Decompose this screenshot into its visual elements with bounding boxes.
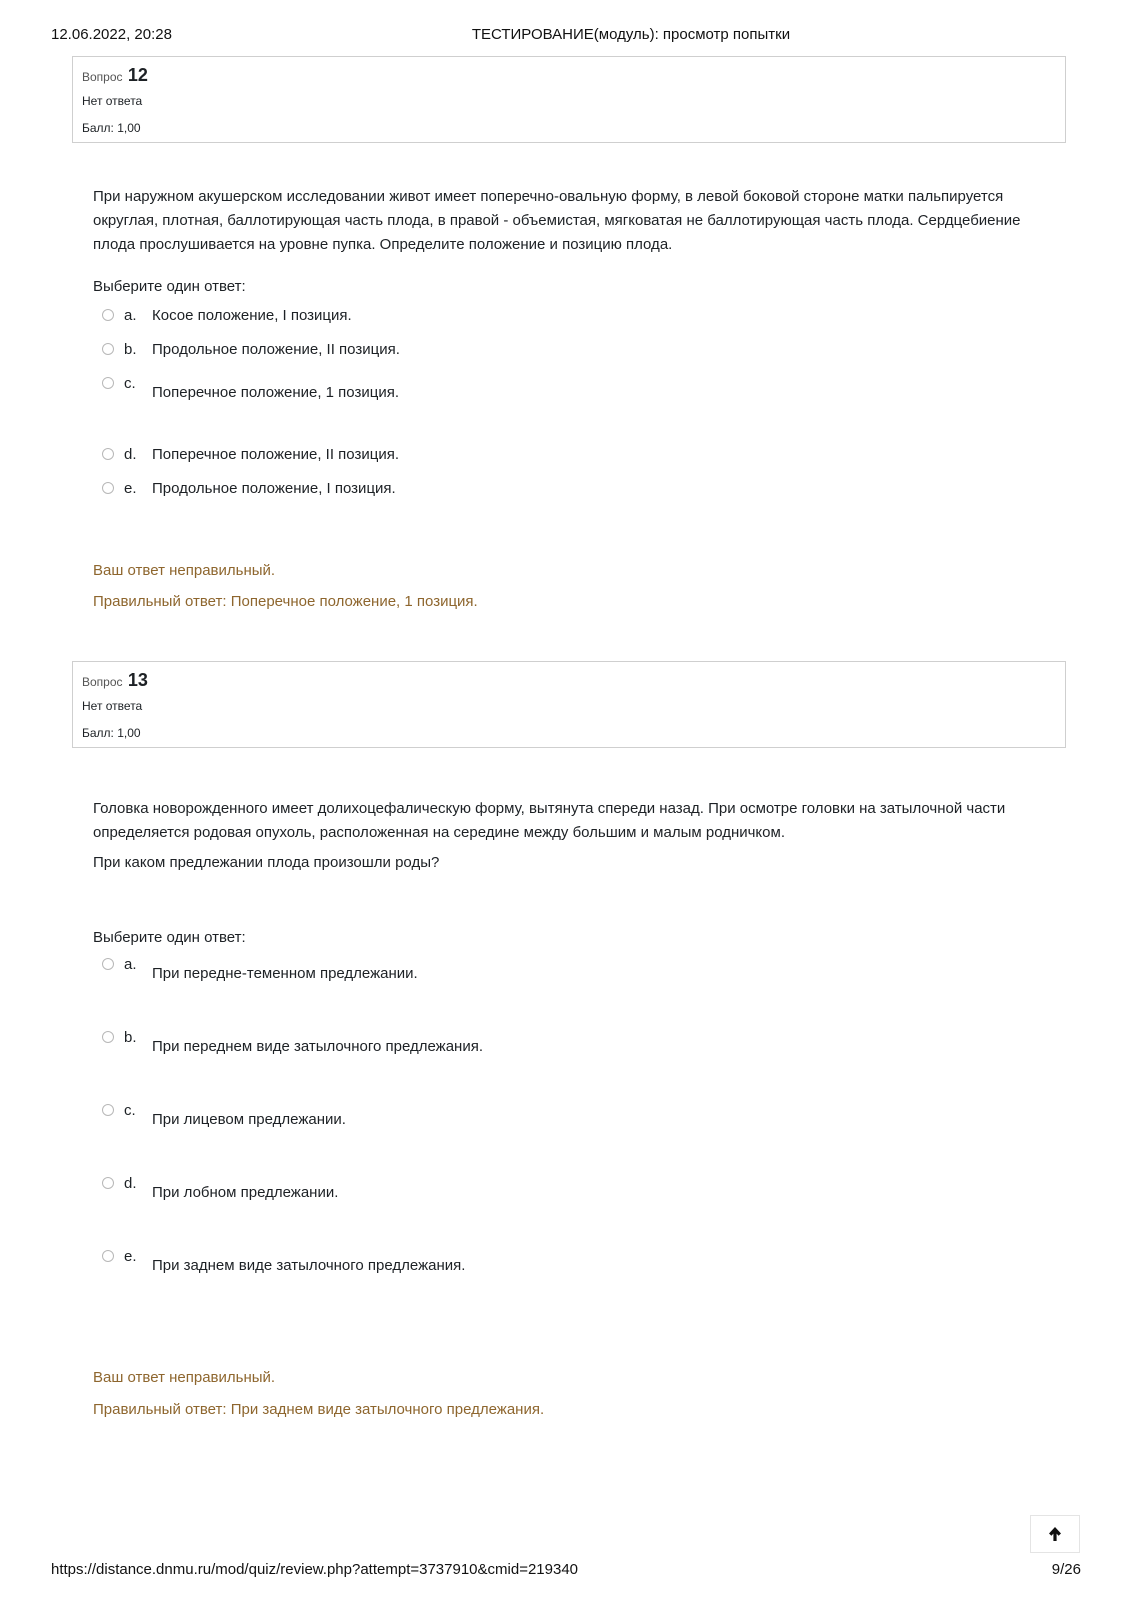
question-state: Нет ответа (82, 699, 143, 713)
question-text: Головка новорожденного имеет долихоцефалическую форму, вытянута спереди назад. При осмотре головки на затылочной части определяется родовая опухоль, расположенная на середине между большим и малым родничком. (93, 800, 1006, 841)
radio-button[interactable] (102, 309, 114, 321)
option-letter: b. (124, 341, 137, 358)
feedback-incorrect: Ваш ответ неправильный. (93, 562, 276, 579)
question-text-question: При каком предлежании плода произошли роды? (93, 854, 440, 871)
answer-option-d[interactable] (100, 448, 800, 472)
option-label: Продольное положение, I позиция. (152, 480, 396, 497)
answer-option-b[interactable] (100, 1031, 800, 1055)
option-letter: b. (124, 1029, 137, 1046)
question-number: Вопрос 13 (82, 670, 148, 690)
question-text: При наружном акушерском исследовании живот имеет поперечно-овальную форму, в левой боковой стороне матки пальпируется округлая, плотная, баллотирующая часть плода, в правой - объемистая, мягковатая не баллотирующая часть плода. Сердцебиение плода прослушивается на уровне пупка. Определите положение и позицию плода. (93, 188, 1021, 253)
radio-button[interactable] (102, 377, 114, 389)
answer-option-c[interactable] (100, 377, 800, 401)
answer-prompt: Выберите один ответ: (93, 929, 246, 946)
option-label: При лобном предлежании. (152, 1184, 339, 1201)
option-letter: d. (124, 446, 137, 463)
radio-button[interactable] (102, 343, 114, 355)
back-to-top-button[interactable] (1030, 1515, 1080, 1553)
option-label: При лицевом предлежании. (152, 1111, 346, 1128)
option-letter: d. (124, 1175, 137, 1192)
radio-button[interactable] (102, 1031, 114, 1043)
question-state: Нет ответа (82, 94, 143, 108)
page-number: 9/26 (1051, 1561, 1081, 1578)
answer-option-e[interactable] (100, 1250, 800, 1274)
answer-option-b[interactable] (100, 343, 800, 367)
radio-button[interactable] (102, 448, 114, 460)
print-url: https://distance.dnmu.ru/mod/quiz/review.php?attempt=3737910&cmid=219340 (51, 1561, 579, 1578)
option-label: Продольное положение, II позиция. (152, 341, 400, 358)
radio-button[interactable] (102, 1250, 114, 1262)
radio-button[interactable] (102, 1177, 114, 1189)
feedback-incorrect: Ваш ответ неправильный. (93, 1369, 276, 1386)
question-info-box (72, 661, 1066, 748)
answer-option-a[interactable] (100, 958, 800, 982)
print-page-title: ТЕСТИРОВАНИЕ(модуль): просмотр попытки (471, 26, 791, 43)
feedback-right-answer: Правильный ответ: Поперечное положение, 1 позиция. (93, 593, 478, 610)
option-letter: e. (124, 1248, 137, 1265)
option-label: Косое положение, I позиция. (152, 307, 352, 324)
option-letter: a. (124, 956, 137, 973)
question-info-box (72, 56, 1066, 143)
option-letter: e. (124, 480, 137, 497)
question-grade: Балл: 1,00 (82, 121, 141, 135)
radio-button[interactable] (102, 482, 114, 494)
answer-option-e[interactable] (100, 482, 800, 506)
option-label: Поперечное положение, II позиция. (152, 446, 399, 463)
print-header (51, 26, 1081, 48)
answer-option-c[interactable] (100, 1104, 800, 1128)
feedback-right-answer: Правильный ответ: При заднем виде затылочного предлежания. (93, 1401, 545, 1418)
option-letter: a. (124, 307, 137, 324)
option-letter: c. (124, 375, 136, 392)
radio-button[interactable] (102, 1104, 114, 1116)
question-grade: Балл: 1,00 (82, 726, 141, 740)
option-letter: c. (124, 1102, 136, 1119)
print-datetime: 12.06.2022, 20:28 (51, 26, 172, 43)
option-label: Поперечное положение, 1 позиция. (152, 384, 399, 401)
option-label: При передне-теменном предлежании. (152, 965, 418, 982)
option-label: При переднем виде затылочного предлежания. (152, 1038, 484, 1055)
arrow-up-icon (1048, 1526, 1062, 1542)
question-number: Вопрос 12 (82, 65, 148, 85)
answer-option-d[interactable] (100, 1177, 800, 1201)
answer-option-a[interactable] (100, 309, 800, 333)
answer-prompt: Выберите один ответ: (93, 278, 246, 295)
option-label: При заднем виде затылочного предлежания. (152, 1257, 466, 1274)
radio-button[interactable] (102, 958, 114, 970)
